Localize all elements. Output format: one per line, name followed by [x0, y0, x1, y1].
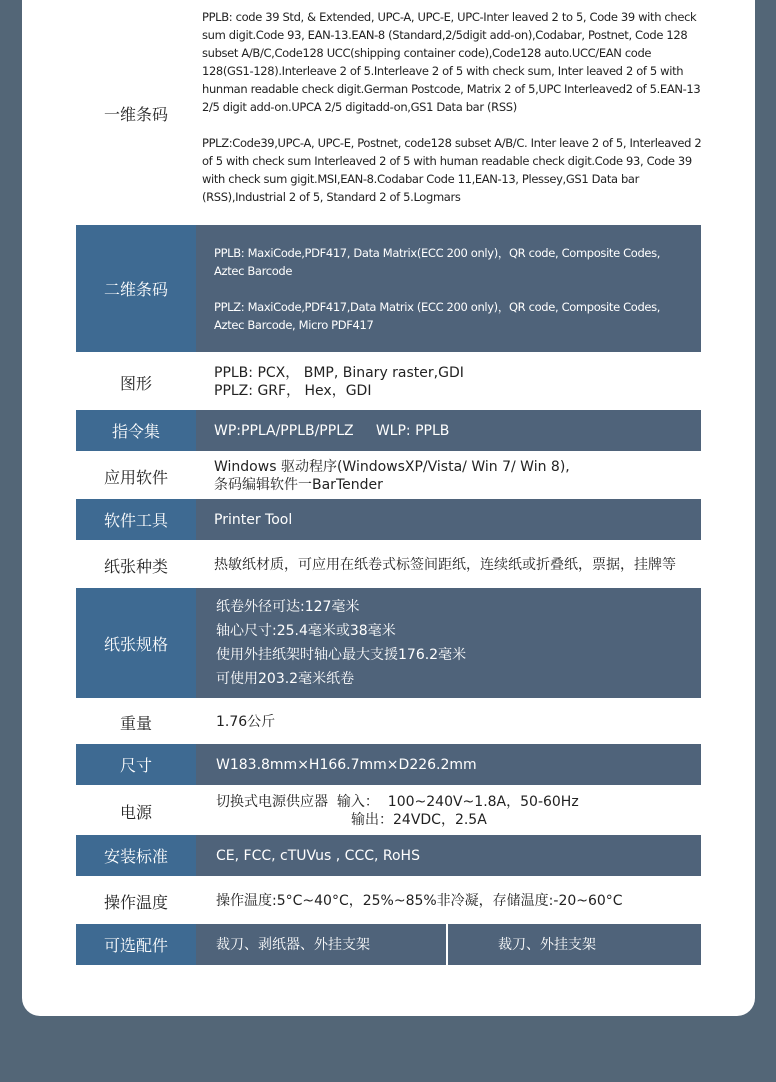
row-paper-type [76, 545, 701, 585]
label-accessories: 可选配件 [76, 924, 196, 965]
row-weight [76, 703, 701, 741]
barcode-2d-pplz: PPLZ: MaxiCode,PDF417,Data Matrix (ECC 200 only)，QR code, Composite Codes, Aztec Barcode, Micro PDF417 [214, 299, 661, 332]
graphics-pplz: PPLZ: GRF， Hex，GDI [214, 383, 372, 399]
barcode-1d-pplb: PPLB: code 39 Std, & Extended, UPC-A, UPC-E, UPC-Inter leaved 2 to 5, Code 39 with check sum digit.Code 93, EAN-13.EAN-8 (Standard,2/5digit add-on),Codabar, Postnet, Code 128 subset A/B/C,Code128 UCC(shipping container code),Code128 auto.UCC/EAN code 128(GS1-128).Interleave 2 of 5.Interleave 2 of 5 with check sum, Inter leaved 2 of 5 with hunman readable check digit.German Postcode, Matrix 2 of 5,UPC Interleaved2 of 5.EAN-13 2/5 digit add-on.UPCA 2/5 digitadd-on,GS1 Data bar (RSS) [202, 10, 701, 114]
label-temperature: 操作温度 [103, 892, 168, 912]
software-bartender: 条码编辑软件一BarTender [214, 477, 383, 493]
label-weight: 重量 [119, 713, 152, 733]
paper-spec-core-size: 轴心尺寸:25.4毫米或38毫米 [216, 623, 396, 639]
graphics-pplb: PPLB: PCX， BMP, Binary raster,GDI [214, 365, 464, 381]
label-power: 电源 [119, 802, 152, 822]
barcode-2d-pplb: PPLB: MaxiCode,PDF417, Data Matrix(ECC 200 only)，QR code, Composite Codes, Aztec Barcode [214, 245, 661, 278]
value-software [196, 456, 701, 496]
label-command-set: 指令集 [76, 410, 196, 451]
row-software [76, 456, 701, 496]
label-tools: 软件工具 [76, 499, 196, 540]
row-accessories [76, 924, 701, 965]
accessories-model-b: 裁刀、外挂支架 [498, 936, 596, 953]
row-temperature [76, 881, 701, 921]
label-standards: 安装标准 [76, 835, 196, 876]
value-paper-spec [196, 588, 701, 698]
row-tools [76, 499, 701, 540]
value-power [196, 790, 701, 832]
value-standards: CE, FCC, cTUVus , CCC, RoHS [196, 835, 701, 876]
value-weight: 1.76公斤 [216, 714, 276, 730]
row-command-set [76, 410, 701, 451]
barcode-1d-pplz: PPLZ:Code39,UPC-A, UPC-E, Postnet, code128 subset A/B/C. Inter leave 2 of 5, Interleaved 2 of 5 with check sum Interleaved 2 of 5 with human readable check digit.Code 93, Code 39 with check sum gigit.MSI,EAN-8.Codabar Code 11,EAN-13, Plessey,GS1 Data bar (RSS),Industrial 2 of 5, Standard 2 of 5.Logmars [202, 136, 702, 204]
label-size: 尺寸 [76, 744, 196, 785]
value-accessories [196, 924, 701, 965]
value-paper-type [196, 545, 701, 585]
row-paper-spec [76, 588, 701, 698]
row-barcode-2d [76, 225, 701, 352]
label-graphics: 图形 [119, 373, 152, 393]
label-barcode-2d: 二维条码 [76, 225, 196, 352]
value-command-set: WP:PPLA/PPLB/PPLZ WLP: PPLB [196, 410, 701, 451]
paper-spec-roll-diameter: 纸卷外径可达:127毫米 [216, 599, 360, 615]
label-paper-type: 纸张种类 [103, 556, 168, 576]
value-barcode-1d [196, 8, 702, 218]
label-paper-spec: 纸张规格 [76, 588, 196, 698]
row-power [76, 790, 701, 832]
row-standards [76, 835, 701, 876]
value-barcode-2d [196, 225, 701, 352]
value-size: W183.8mm×H166.7mm×D226.2mm [196, 744, 701, 785]
paper-type-text: 热敏纸材质，可应用在纸卷式标签间距纸，连续纸或折叠纸，票据，挂牌等 [214, 557, 676, 573]
paper-spec-external-holder: 使用外挂纸架时轴心最大支援176.2毫米 [216, 647, 467, 663]
row-graphics [76, 360, 701, 404]
paper-spec-roll-width: 可使用203.2毫米纸卷 [216, 671, 355, 687]
row-size [76, 744, 701, 785]
power-input: 切换式电源供应器 输入： 100~240V~1.8A，50-60Hz [216, 794, 579, 810]
value-temperature: 操作温度:5°C~40°C，25%~85%非冷凝，存储温度:-20~60°C [216, 893, 623, 909]
power-output: 输出：24VDC，2.5A [351, 812, 487, 828]
value-graphics [196, 360, 701, 404]
value-tools: Printer Tool [196, 499, 701, 540]
row-barcode-1d [76, 8, 701, 218]
label-software: 应用软件 [103, 467, 168, 487]
label-barcode-1d: 一维条码 [103, 104, 168, 124]
accessories-model-a: 裁刀、剥纸器、外挂支架 [196, 924, 448, 965]
software-driver: Windows 驱动程序(WindowsXP/Vista/ Win 7/ Win 8), [214, 459, 570, 475]
